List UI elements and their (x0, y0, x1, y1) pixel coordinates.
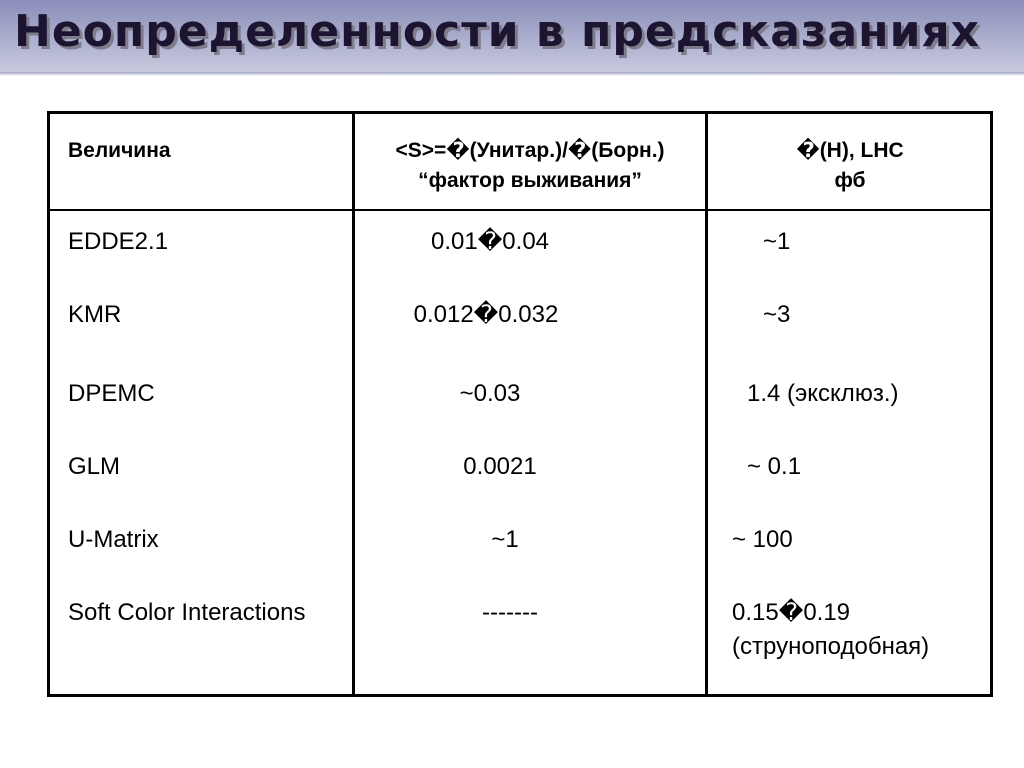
row-lhc: ~ 100 (732, 526, 793, 553)
row-name: EDDE2.1 (68, 228, 169, 255)
header-lhc-cross-section: �(H), LHC (796, 139, 904, 162)
comparison-table (47, 111, 993, 697)
header-survival-factor: <S>=�(Унитар.)/�(Борн.) (395, 139, 665, 162)
row-name: KMR (68, 301, 122, 328)
row-lhc-note: (струноподобная) (732, 633, 930, 660)
header-quantity: Величина (68, 139, 171, 162)
header-lhc-unit: фб (834, 169, 866, 192)
header-survival-subtitle: “фактор выживания” (418, 169, 642, 192)
row-survival: ------- (482, 599, 538, 626)
row-survival: ~0.03 (459, 380, 521, 407)
slide-title: Неопределенности в предсказаниях (14, 6, 981, 57)
row-name: DPEMC (68, 380, 155, 407)
row-lhc: 1.4 (эксклюз.) (747, 380, 899, 407)
header-divider (50, 209, 990, 211)
title-bar-shade (0, 72, 1024, 76)
column-divider (705, 114, 708, 694)
row-name: Soft Color Interactions (68, 599, 306, 626)
row-lhc: ~3 (763, 301, 791, 328)
row-survival: 0.012�0.032 (413, 301, 559, 328)
row-lhc: ~1 (763, 228, 791, 255)
row-name: GLM (68, 453, 121, 480)
row-survival: 0.0021 (463, 453, 537, 480)
row-survival: ~1 (491, 526, 519, 553)
row-name: U-Matrix (68, 526, 159, 553)
row-lhc: 0.15�0.19 (732, 599, 851, 626)
row-lhc: ~ 0.1 (747, 453, 802, 480)
row-survival: 0.01�0.04 (430, 228, 550, 255)
